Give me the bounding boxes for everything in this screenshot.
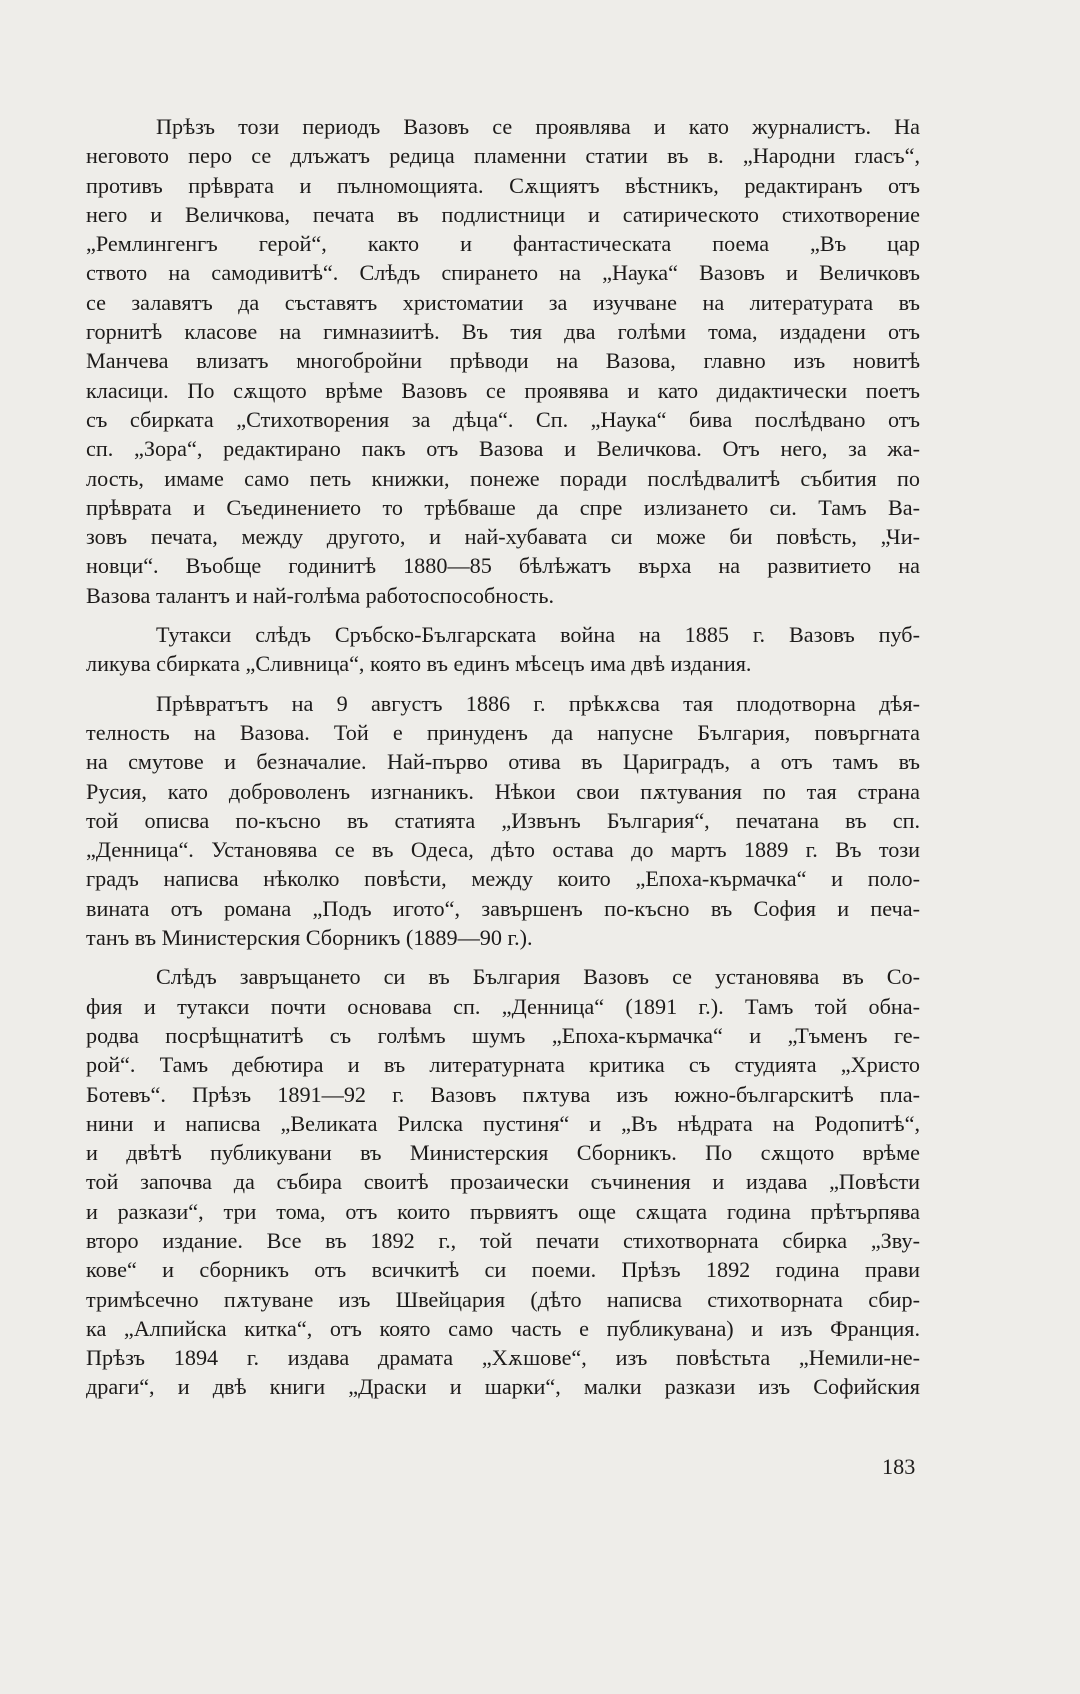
text-line: зовъ печата, между другото, и най-хубавата си може би повѣсть, „Чи- bbox=[86, 524, 920, 550]
text-line: ка „Алпийска китка“, отъ която само часть е публикувана) и изъ Франция. bbox=[86, 1315, 920, 1341]
text-line: ликува сбирката „Сливница“, която въ единъ мѣсецъ има двѣ издания. bbox=[86, 651, 752, 677]
text-line: градъ написва нѣколко повѣсти, между които „Епоха-кърмачка“ и поло- bbox=[86, 866, 920, 892]
text-line: на смутове и безначалие. Най-първо отива въ Цариградъ, а отъ тамъ въ bbox=[86, 749, 920, 775]
text-line: Тутакси слѣдъ Сръбско-Българската война на 1885 г. Вазовъ пуб- bbox=[156, 622, 920, 648]
text-line: и разкази“, три тома, отъ които първиятъ още сѫщата година прѣтърпява bbox=[86, 1198, 920, 1224]
text-line: неговото перо се длъжатъ редица пламенни статии въ в. „Народни гласъ“, bbox=[86, 143, 920, 169]
text-line: фия и тутакси почти основава сп. „Денница“ (1891 г.). Тамъ той обна- bbox=[86, 993, 920, 1019]
text-line: драги“, и двѣ книги „Драски и шарки“, малки разкази изъ Софийския bbox=[86, 1374, 920, 1400]
text-line: Слѣдъ завръщането си въ България Вазовъ се установява въ Со- bbox=[156, 964, 920, 990]
text-line: кове“ и сборникъ отъ всичкитѣ си поеми. Прѣзъ 1892 година прави bbox=[86, 1257, 920, 1283]
text-line: второ издание. Все въ 1892 г., той печати стихотворната сбирка „Зву- bbox=[86, 1227, 920, 1253]
text-line: ството на самодивитѣ“. Слѣдъ спирането на „Наука“ Вазовъ и Величковъ bbox=[86, 260, 920, 286]
text-line: „Денница“. Установява се въ Одеса, дѣто остава до мартъ 1889 г. Въ този bbox=[86, 837, 920, 863]
text-line: лость, имаме само петь книжки, понеже поради послѣдвалитѣ събития по bbox=[86, 465, 920, 491]
text-line: новци“. Въобще годинитѣ 1880—85 бѣлѣжатъ върха на развитието на bbox=[86, 553, 920, 579]
paragraph-gap bbox=[86, 610, 920, 620]
paragraph-gap bbox=[86, 679, 920, 689]
text-line: тримѣсечно пѫтуване изъ Швейцария (дѣто написва стихотворната сбир- bbox=[86, 1286, 920, 1312]
text-line: той започва да събира своитѣ прозаически съчинения и издава „Повѣсти bbox=[86, 1169, 920, 1195]
text-line: класици. По сѫщото врѣме Вазовъ се проявява и като дидактически поетъ bbox=[86, 377, 920, 403]
page-number: 183 bbox=[882, 1454, 916, 1479]
text-line: Прѣзъ този периодъ Вазовъ се проявлява и като журналистъ. На bbox=[156, 114, 920, 139]
text-line: Ботевъ“. Прѣзъ 1891—92 г. Вазовъ пѫтува изъ южно-българскитѣ пла- bbox=[86, 1081, 920, 1107]
text-line: него и Величкова, печата въ подлистници и сатирическото стихотворение bbox=[86, 201, 920, 227]
text-line: рой“. Тамъ дебютира и въ литературната критика съ студията „Христо bbox=[86, 1052, 920, 1078]
paragraph-4 bbox=[86, 962, 920, 1401]
text-line: Прѣвратътъ на 9 августъ 1886 г. прѣкѫсва тая плодотворна дѣя- bbox=[156, 690, 920, 716]
text-line: и двѣтѣ публикувани въ Министерския Сборникъ. По сѫщото врѣме bbox=[86, 1140, 920, 1166]
text-line: сп. „Зора“, редактирано пакъ отъ Вазова и Величкова. Отъ него, за жа- bbox=[86, 436, 920, 462]
text-line: нини и написва „Великата Рилска пустиня“ и „Въ нѣдрата на Родопитѣ“, bbox=[86, 1110, 920, 1136]
text-line: Вазова талантъ и най-голѣма работоспособность. bbox=[86, 582, 555, 608]
text-line: родва посрѣщнатитѣ съ голѣмъ шумъ „Епоха-кърмачка“ и „Тъменъ ге- bbox=[86, 1022, 920, 1048]
text-line: Манчева влизатъ многобройни прѣводи на Вазова, главно изъ новитѣ bbox=[86, 348, 920, 374]
text-line: вината отъ романа „Подъ игото“, завършенъ по-късно въ София и печа- bbox=[86, 895, 920, 921]
text-line: се залавятъ да съставятъ христоматии за изучване на литературата въ bbox=[86, 289, 920, 315]
paragraph-3 bbox=[86, 689, 920, 953]
text-line: горнитѣ класове на гимназиитѣ. Въ тия два голѣми тома, издадени отъ bbox=[86, 319, 920, 345]
text-line: Прѣзъ 1894 г. издава драмата „Хѫшове“, изъ повѣстьта „Немили-не- bbox=[86, 1345, 920, 1371]
text-line: Русия, като доброволенъ изгнаникъ. Нѣкои свои пѫтувания по тая страна bbox=[86, 778, 920, 804]
text-line: „Ремлингенгъ герой“, както и фантастическата поема „Въ цар bbox=[86, 231, 920, 257]
text-line: той описва по-късно въ статията „Извънъ България“, печатана въ сп. bbox=[86, 807, 920, 833]
page-body bbox=[86, 112, 920, 1402]
text-line: танъ въ Министерския Сборникъ (1889—90 г.). bbox=[86, 925, 533, 951]
text-line: телность на Вазова. Той е принуденъ да напусне България, повъргната bbox=[86, 719, 920, 745]
paragraph-1 bbox=[86, 112, 920, 610]
paragraph-gap bbox=[86, 952, 920, 962]
text-line: противъ прѣврата и пълномощията. Сѫщиятъ вѣстникъ, редактиранъ отъ bbox=[86, 172, 920, 198]
paragraph-2 bbox=[86, 620, 920, 679]
text-line: прѣврата и Съединението то трѣбваше да спре излизането си. Тамъ Ва- bbox=[86, 494, 920, 520]
text-line: съ сбирката „Стихотворения за дѣца“. Сп. „Наука“ бива послѣдвано отъ bbox=[86, 406, 920, 432]
